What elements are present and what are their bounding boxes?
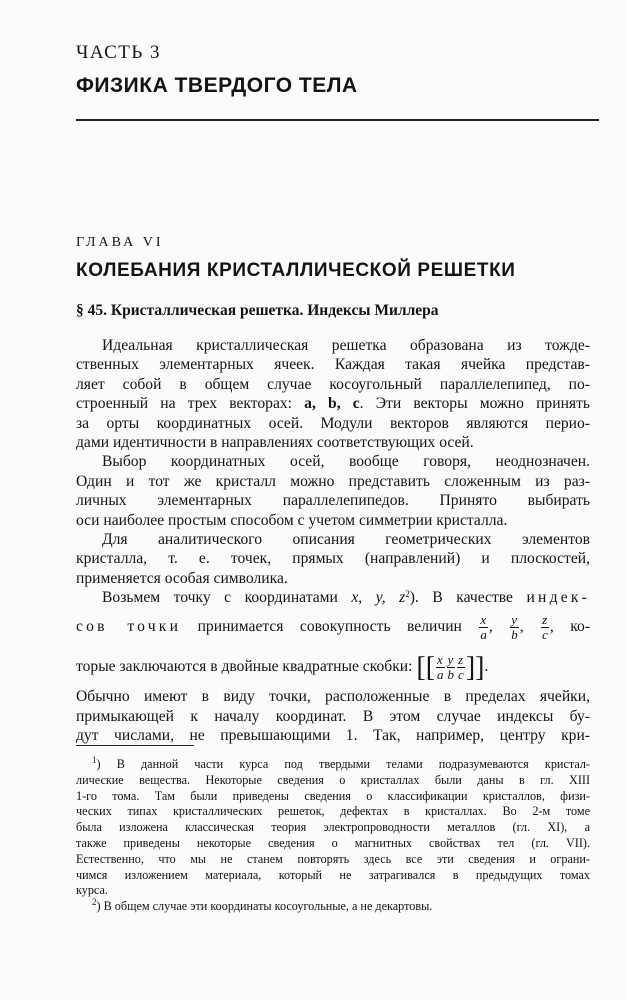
paragraph-line: Выбор координатных осей, вообще говоря, неоднозначен. xyxy=(102,453,590,471)
footnote-rule xyxy=(76,745,194,746)
footnotes xyxy=(76,757,590,915)
footnote-ref-2: 2 xyxy=(405,589,410,600)
double-bracket-open: [[ xyxy=(416,651,436,683)
paragraph-line: Идеальная кристаллическая решетка образована из тожде- xyxy=(102,337,590,354)
fraction-z-c: $\frac{z}{c}$ xyxy=(542,612,548,643)
paragraph-line: Для аналитического описания геометрических элементов xyxy=(102,530,590,548)
fraction-y-b: $\frac{y}{b}$ xyxy=(447,652,455,683)
paragraph-line: торые заключаются в двойные квадратные скобки: [[ $\frac{x}{a}$ $\frac{y}{b}$ $\frac{z}{c}$ ]]. xyxy=(76,651,489,683)
part-label: ЧАСТЬ 3 xyxy=(76,42,162,63)
footnote-1-line: ческих типах кристаллических решеток, дефектах в кристаллах. Во 2-м томе xyxy=(76,804,590,819)
chapter-label: ГЛАВА VI xyxy=(76,235,164,250)
paragraph-line: Возьмем точку с координатами x, y, $z^2$). В качестве индек- xyxy=(102,589,590,607)
paragraph-line: Один и тот же кристалл можно представить сложенным из раз- xyxy=(76,472,590,490)
indices-term-cont: сов точки xyxy=(76,618,182,636)
paragraph-line: примыкающей к началу координат. В этом случае индексы бу- xyxy=(76,707,590,725)
indices-term: индек- xyxy=(526,589,590,607)
paragraph-line: Обычно имеют в виду точки, расположенные в пределах ячейки, xyxy=(76,688,590,706)
fraction-x-a: $\frac{x}{a}$ xyxy=(437,652,444,683)
paragraph-line: личных элементарных параллелепипедов. Принято выбирать xyxy=(76,492,590,510)
body-text xyxy=(76,336,590,746)
fraction-x-a: $\frac{x}{a}$ xyxy=(480,612,487,643)
vectors-abc: a, b, c xyxy=(304,395,360,413)
footnote-1-line: чимся изложением материала, который не затрагивался в предыдущих томах xyxy=(76,867,590,882)
footnote-1-line: лические вещества. Некоторые сведения о кристаллах были даны в гл. XIII xyxy=(76,772,590,787)
double-bracket-close: ]] xyxy=(465,651,485,683)
paragraph-line: оси наиболее простым способом с учетом симметрии кристалла. xyxy=(76,511,508,529)
footnote-1-line: Естественно, что мы не станем повторять здесь все эти сведения и ограни- xyxy=(76,851,590,866)
fraction-y-b: $\frac{y}{b}$ xyxy=(511,612,518,643)
part-title: ФИЗИКА ТВЕРДОГО ТЕЛА xyxy=(76,74,358,97)
paragraph-line: за орты координатных осей. Модули векторов являются перио- xyxy=(76,414,590,432)
footnote-1-line: была изложена классическая теория электропроводности металлов (гл. XI), а xyxy=(76,820,590,835)
section-title: § 45. Кристаллическая решетка. Индексы Миллера xyxy=(76,302,439,319)
coords: x, y, z xyxy=(351,589,406,607)
paragraph-line: сов точки принимается совокупность величин $\frac{x}{a}$ , $\frac{y}{b}$ , $\frac{z}{c}$ , ко- xyxy=(76,612,591,643)
footnote-2-line: $^2$) В общем случае эти координаты косоугольные, а не декартовы. xyxy=(92,897,433,914)
paragraph-line: строенный на трех векторах: a, b, c. Эти векторы можно принять xyxy=(76,395,591,413)
paragraph-line: кристалла, т. е. точек, прямых (направлений) и плоскостей, xyxy=(76,550,590,568)
paragraph-line: ственных элементарных ячеек. Каждая такая ячейка представ- xyxy=(76,356,590,374)
paragraph-line: дами идентичности в направлениях соответствующих осей. xyxy=(76,433,474,451)
chapter-title: КОЛЕБАНИЯ КРИСТАЛЛИЧЕСКОЙ РЕШЕТКИ xyxy=(76,260,516,281)
footnote-1-line: 1-го тома. Там были приведены сведения о классификации кристаллов, физи- xyxy=(76,788,590,803)
footnote-1-line: $^1$) В данной части курса под твердыми телами подразумеваются кристал- xyxy=(92,755,590,771)
paragraph-line: применяется особая символика. xyxy=(76,569,288,587)
header-rule xyxy=(76,119,599,121)
fraction-z-c: $\frac{z}{c}$ xyxy=(458,652,464,683)
footnote-1-line: также приведены некоторые сведения о магнитных свойствах тел (гл. VII). xyxy=(76,835,590,850)
footnote-1-line: курса. xyxy=(76,883,108,898)
paragraph-line: дут числами, не превышающими 1. Так, например, центру кри- xyxy=(76,727,590,745)
paragraph-line: ляет собой в общем случае косоугольный параллелепипед, по- xyxy=(76,375,590,393)
